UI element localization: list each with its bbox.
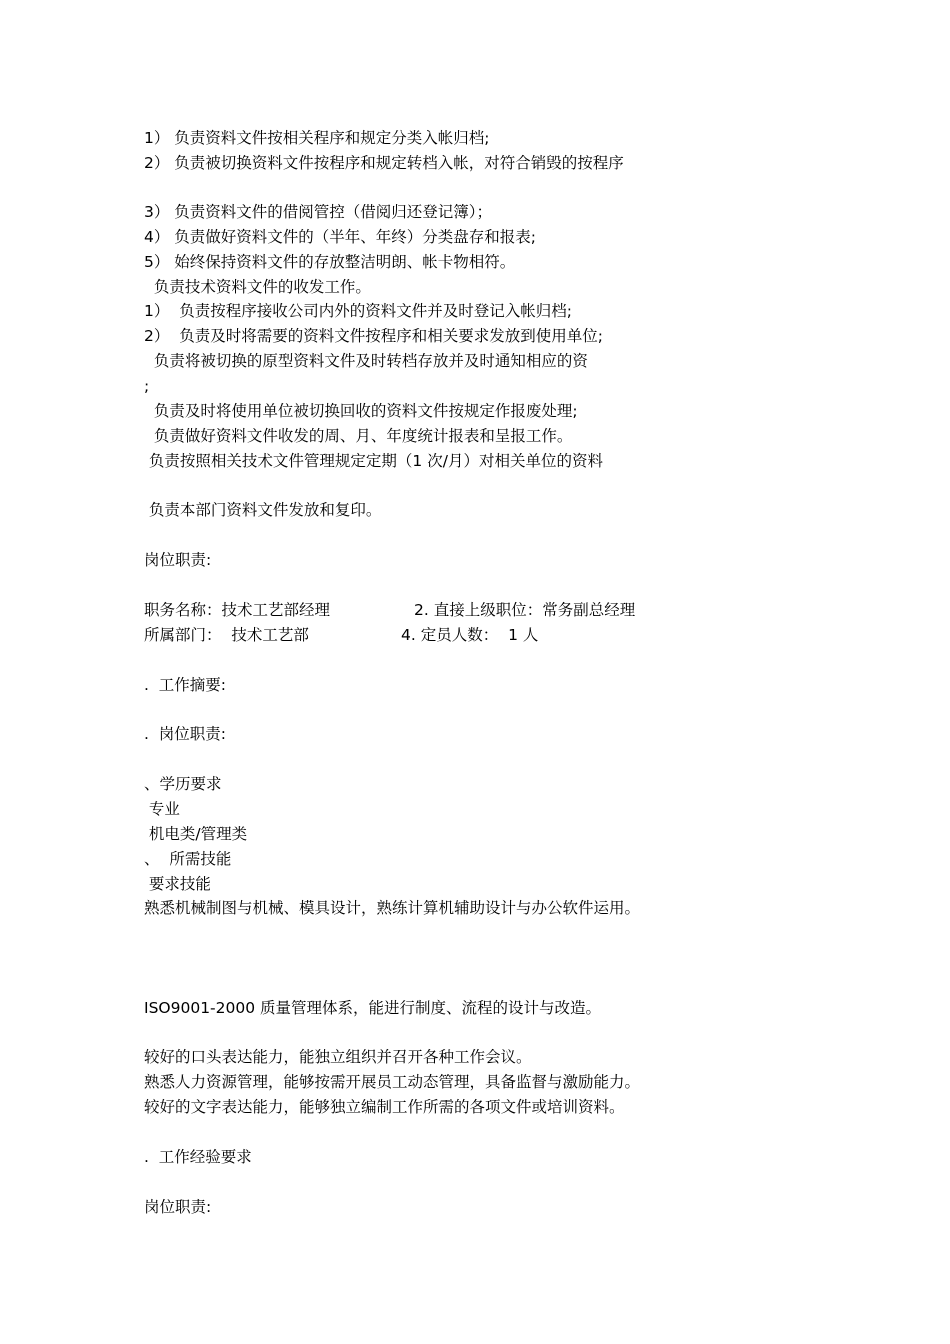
section-heading: . 岗位职责:	[144, 725, 227, 743]
department-field: 所属部门： 技术工艺部	[144, 626, 309, 644]
section-heading: 、 所需技能	[144, 850, 232, 868]
text-line: 3） 负责资料文件的借阅管控（借阅归还登记簿）；	[144, 203, 493, 221]
text-line: 1） 负责按程序接收公司内外的资料文件并及时登记入帐归档;	[144, 302, 572, 320]
text-line: 要求技能	[144, 875, 211, 893]
text-line: 2） 负责及时将需要的资料文件按程序和相关要求发放到使用单位;	[144, 327, 603, 345]
text-line: ;	[144, 377, 150, 395]
text-line: 较好的口头表达能力，能独立组织并召开各种工作会议。	[144, 1048, 532, 1066]
section-heading: . 工作摘要:	[144, 676, 227, 694]
text-line: 负责将被切换的原型资料文件及时转档存放并及时通知相应的资	[144, 352, 588, 370]
section-heading: 、学历要求	[144, 775, 222, 793]
text-line: 负责技术资料文件的收发工作。	[144, 278, 371, 296]
section-heading: 岗位职责:	[144, 1198, 212, 1216]
text-line: 熟悉人力资源管理，能够按需开展员工动态管理，具备监督与激励能力。	[144, 1073, 641, 1091]
text-line: 负责及时将使用单位被切换回收的资料文件按规定作报废处理;	[144, 402, 578, 420]
text-line: 2） 负责被切换资料文件按程序和规定转档入帐，对符合销毁的按程序	[144, 154, 624, 172]
text-line: 专业	[144, 800, 180, 818]
text-line: 负责本部门资料文件发放和复印。	[144, 501, 382, 519]
text-line: 负责做好资料文件收发的周、月、年度统计报表和呈报工作。	[144, 427, 573, 445]
text-line: 4） 负责做好资料文件的（半年、年终）分类盘存和报表;	[144, 228, 537, 246]
section-heading: 岗位职责:	[144, 551, 212, 569]
text-line: ISO9001-2000 质量管理体系，能进行制度、流程的设计与改造。	[144, 999, 602, 1017]
supervisor-field: 2. 直接上级职位：常务副总经理	[414, 601, 636, 619]
text-line: 负责按照相关技术文件管理规定定期（1 次/月）对相关单位的资料	[144, 452, 603, 470]
text-line: 较好的文字表达能力，能够独立编制工作所需的各项文件或培训资料。	[144, 1098, 625, 1116]
section-heading: . 工作经验要求	[144, 1148, 252, 1166]
job-title-field: 职务名称：技术工艺部经理	[144, 601, 331, 619]
text-line: 熟悉机械制图与机械、模具设计，熟练计算机辅助设计与办公软件运用。	[144, 899, 641, 917]
text-line: 机电类/管理类	[144, 825, 248, 843]
text-line: 1） 负责资料文件按相关程序和规定分类入帐归档;	[144, 129, 490, 147]
text-line: 5） 始终保持资料文件的存放整洁明朗、帐卡物相符。	[144, 253, 516, 271]
headcount-field: 4. 定员人数： 1 人	[401, 626, 539, 644]
